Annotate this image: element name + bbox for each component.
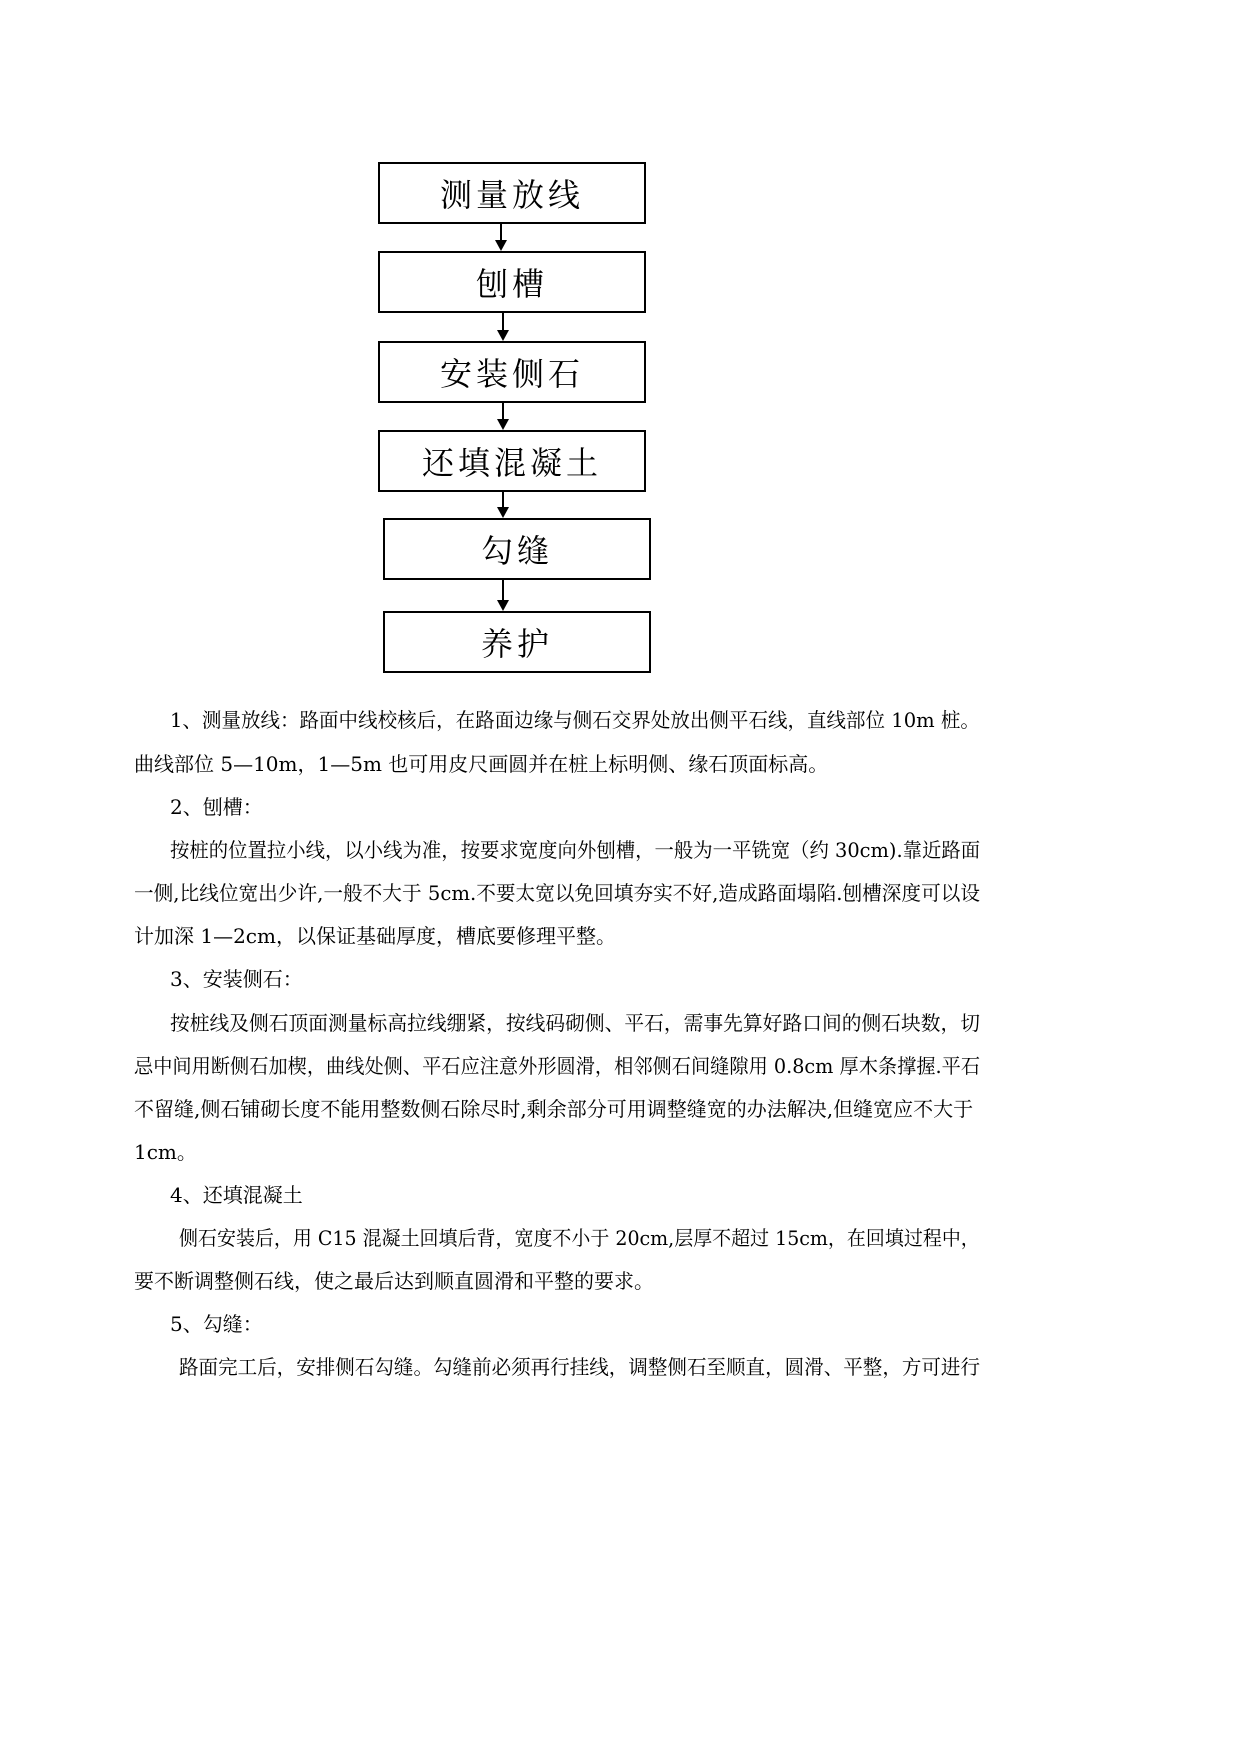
section-2-heading: 2、刨槽： [170,795,263,819]
section-3-body-line: 忌中间用断侧石加楔，曲线处侧、平石应注意外形圆滑，相邻侧石间缝隙用 0.8cm 厚木条撑握.平石 [134,1054,981,1078]
section-5-heading: 5、勾缝： [170,1312,263,1336]
section-2-body-line: 按桩的位置拉小线，以小线为准，按要求宽度向外刨槽，一般为一平铣宽（约 30cm).靠近路面 [170,838,981,862]
section-3-body-line: 不留缝,侧石铺砌长度不能用整数侧石除尽时,剩余部分可用调整缝宽的办法解决,但缝宽应不大于 [134,1097,974,1121]
flow-step-survey-layout: 测量放线 [378,162,646,224]
flow-step-install-curb: 安装侧石 [378,341,646,403]
section-4-body-line: 要不断调整侧石线，使之最后达到顺直圆滑和平整的要求。 [134,1269,654,1293]
flow-step-pointing: 勾缝 [383,518,651,580]
flow-step-curing: 养护 [383,611,651,673]
section-3-body-line: 1cm。 [134,1140,197,1164]
section-3-body-line: 按桩线及侧石顶面测量标高拉线绷紧，按线码砌侧、平石，需事先算好路口间的侧石块数，切 [170,1011,980,1035]
section-2-body-line: 一侧,比线位宽出少许,一般不大于 5cm.不要太宽以免回填夯实不好,造成路面塌陷.刨槽深度可以设 [134,881,981,905]
section-4-body-line: 侧石安装后，用 C15 混凝土回填后背，宽度不小于 20cm,层厚不超过 15cm，在回填过程中， [179,1226,980,1250]
section-3-heading: 3、安装侧石： [170,967,303,991]
process-flowchart [0,0,1241,760]
section-4-heading: 4、还填混凝土 [170,1183,303,1207]
section-5-body-line: 路面完工后，安排侧石勾缝。勾缝前必须再行挂线，调整侧石至顺直，圆滑、平整，方可进行 [179,1355,980,1379]
section-1-body-line: 曲线部位 5—10m，1—5m 也可用皮尺画圆并在桩上标明侧、缘石顶面标高。 [134,752,829,776]
section-1-heading: 1、测量放线：路面中线校核后，在路面边缘与侧石交界处放出侧平石线，直线部位 10m 桩。 [170,708,980,732]
flow-step-backfill-concrete: 还填混凝土 [378,430,646,492]
flow-step-trenching: 刨槽 [378,251,646,313]
section-2-body-line: 计加深 1—2cm，以保证基础厚度，槽底要修理平整。 [134,924,616,948]
